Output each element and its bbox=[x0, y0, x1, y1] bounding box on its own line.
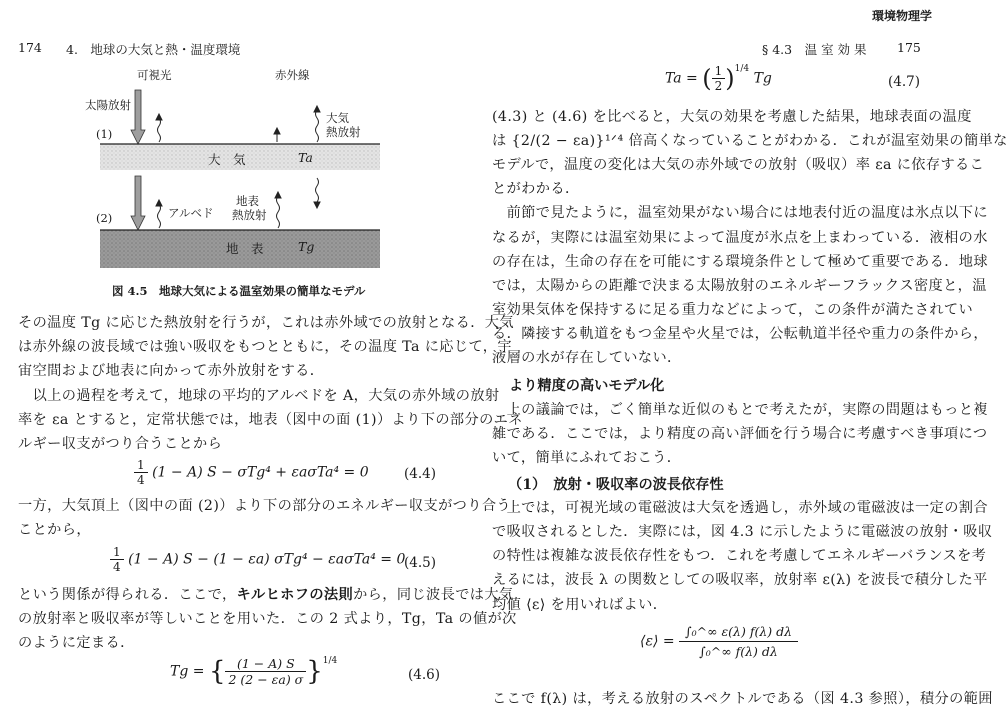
label-solar: 太陽放射 bbox=[85, 98, 131, 112]
eq47-lhs: Ta = bbox=[665, 70, 698, 87]
eq44-body: (1 − A) S − σTg⁴ + εaσTa⁴ = 0 bbox=[152, 464, 369, 481]
left-line-9 bbox=[18, 586, 514, 604]
eqavg-lhs: ⟨ε⟩ = bbox=[640, 633, 675, 650]
eq44-num: 1 bbox=[134, 458, 148, 473]
right-page-number: 175 bbox=[897, 40, 921, 55]
figure-caption: 図 4.5 地球大気による温室効果の簡単なモデル bbox=[112, 284, 366, 298]
wave-arrow-albedo-bottom bbox=[158, 204, 161, 228]
label-infrared: 赤外線 bbox=[275, 68, 310, 82]
wave-arrow-ground-ir bbox=[277, 196, 280, 228]
eq46-den: 2 (2 − εa) σ bbox=[228, 672, 304, 687]
equation-4-4 bbox=[134, 458, 369, 487]
kirchhoff-pre: という関係が得られる．ここで， bbox=[18, 587, 237, 603]
eq47-num: 1 bbox=[712, 64, 726, 79]
right-line-6: なるが，実際には温室効果によって温度が氷点を上まわっている．液相の水 bbox=[492, 230, 988, 246]
right-line-18: えるには，波長 λ の関数としての吸収率，放射率 ε(λ) を波長で積分した平 bbox=[492, 572, 988, 588]
label-atm-emission-1: 大気 bbox=[326, 111, 349, 125]
heading-wavelength-dependence: （1） 放射・吸収率の波長依存性 bbox=[508, 477, 724, 493]
label-ground-emission-1: 地表 bbox=[236, 194, 259, 208]
left-page-number: 174 bbox=[18, 40, 42, 55]
equation-average-emissivity bbox=[640, 624, 798, 659]
right-line-4: とがわかる． bbox=[492, 181, 580, 197]
right-line-17: の特性は複雑な波長依存性をもつ．これを考慮してエネルギーバランスを考 bbox=[492, 548, 987, 564]
eqavg-den: ∫₀^∞ f(λ) dλ bbox=[699, 644, 778, 659]
top-tag: 環境物理学 bbox=[872, 9, 933, 23]
solar-arrow-bottom bbox=[131, 176, 145, 230]
eq47-tail: Tg bbox=[753, 70, 772, 87]
label-ground-emission-2: 熱放射 bbox=[232, 208, 267, 222]
right-line-2: は {2/(2 − εa)}¹ᐟ⁴ 倍高くなっていることがわかる．これが温室効果の簡単な bbox=[492, 133, 1008, 149]
label-ground-symbol: Tg bbox=[298, 239, 315, 254]
right-line-10: る．隣接する軌道をもつ金星や火星では，公転軌道半径や重力の条件から， bbox=[492, 326, 988, 342]
right-line-7: の存在は，生命の存在を可能にする環境条件として極めて重要である．地球 bbox=[492, 254, 988, 270]
eq44-den: 4 bbox=[137, 473, 145, 487]
right-line-14: いて，簡単にふれておこう． bbox=[492, 450, 682, 466]
right-line-20: ここで f(λ) は，考える放射のスペクトルである（図 4.3 参照），積分の範囲 bbox=[492, 691, 993, 707]
left-line-3: 宙空間および地表に向かって赤外放射をする． bbox=[18, 363, 325, 379]
wave-arrow-albedo-top bbox=[158, 118, 161, 142]
label-atm-emission-2: 熱放射 bbox=[326, 125, 361, 139]
equation-4-7-label: (4.7) bbox=[888, 74, 921, 90]
equation-4-7: Ta = ( $\frac{1}{2}$ )$^{1/4}$ Tg bbox=[665, 64, 772, 93]
wave-arrow-atm-down bbox=[316, 178, 319, 202]
label-atmosphere-symbol: Ta bbox=[298, 150, 313, 165]
equation-4-5-label: (4.5) bbox=[404, 555, 437, 571]
left-line-1: その温度 Tg に応じた熱放射を行うが，これは赤外域での放射となる．大気 bbox=[18, 315, 514, 331]
left-line-2: は赤外線の波長域では強い吸収をもつとともに，その温度 Ta に応じて，宇 bbox=[18, 339, 512, 355]
right-line-12: 上の議論では，ごく簡単な近似のもとで考えたが，実際の問題はもっと複 bbox=[492, 402, 988, 418]
eqavg-num: ∫₀^∞ ε(λ) f(λ) dλ bbox=[679, 624, 798, 642]
right-line-16: で吸収されるとした．実際には，図 4.3 に示したように電磁波の放射・吸収 bbox=[492, 524, 993, 540]
equation-4-4-label: (4.4) bbox=[404, 466, 437, 482]
label-visible: 可視光 bbox=[137, 68, 172, 82]
eq46-num: (1 − A) S bbox=[225, 656, 306, 672]
label-surface-1: (2) bbox=[96, 211, 113, 225]
wave-arrow-atm-emission bbox=[316, 110, 319, 142]
right-line-8: では，太陽からの距離で決まる太陽放射のエネルギーフラックス密度と，温 bbox=[492, 278, 987, 294]
left-line-7: 一方，大気頂上（図中の面 (2)）より下の部分のエネルギー収支がつり合う bbox=[18, 498, 512, 514]
label-ground: 地 表 bbox=[226, 241, 264, 256]
right-line-19: 均値 ⟨ε⟩ を用いればよい． bbox=[492, 597, 668, 613]
right-section-title: § 4.3 温 室 効 果 bbox=[762, 42, 867, 57]
left-chapter-title: 4. 地球の大気と熱・温度環境 bbox=[66, 42, 241, 57]
eq45-den: 4 bbox=[113, 560, 121, 574]
right-line-1: (4.3) と (4.6) を比べると，大気の効果を考慮した結果，地球表面の温度 bbox=[492, 109, 972, 125]
label-surface-2: (1) bbox=[96, 127, 113, 141]
equation-4-5 bbox=[110, 545, 405, 574]
label-atmosphere: 大 気 bbox=[208, 152, 246, 167]
kirchhoff-post: から，同じ波長では大気 bbox=[353, 587, 514, 603]
heading-refined-model: より精度の高いモデル化 bbox=[509, 378, 665, 394]
label-albedo: アルベド bbox=[168, 206, 214, 220]
eq47-den: 2 bbox=[714, 79, 723, 93]
eq46-lhs: Tg = bbox=[170, 663, 205, 680]
right-line-3: モデルで，温度の変化は大気の赤外域での放射（吸収）率 εa に依存するこ bbox=[492, 157, 985, 173]
left-line-11: のように定まる． bbox=[18, 635, 135, 651]
kirchhoff-law: キルヒホフの法則 bbox=[236, 587, 354, 603]
equation-4-6-label: (4.6) bbox=[408, 667, 441, 683]
left-line-5: 率を εa とすると，定常状態では，地表（図中の面 (1)）より下の部分のエネ bbox=[18, 412, 523, 428]
right-line-13: 雑である．ここでは，より精度の高い評価を行う場合に考慮すべき事項につ bbox=[492, 426, 988, 442]
left-line-6: ルギー収支がつり合うことから bbox=[18, 436, 223, 452]
right-line-11: 液層の水が存在していない． bbox=[492, 350, 682, 366]
right-line-9: 室効果気体を保持するに足る重力などによって，この条件が満たされてい bbox=[492, 302, 974, 318]
eq46-exp: 1/4 bbox=[322, 656, 338, 666]
left-line-10: の放射率と吸収率が等しいことを用いた．この 2 式より，Tg，Ta の値が次 bbox=[18, 611, 517, 627]
right-line-5: 前節で見たように，温室効果がない場合には地表付近の温度は氷点以下に bbox=[492, 205, 988, 221]
eq47-exp: 1/4 bbox=[734, 64, 750, 74]
eq45-num: 1 bbox=[110, 545, 124, 560]
solar-arrow-top bbox=[131, 90, 145, 144]
eq45-body: (1 − A) S − (1 − εa) σTg⁴ − εaσTa⁴ = 0 bbox=[128, 551, 406, 568]
right-line-15: 上では，可視光域の電磁波は大気を透過し，赤外域の電磁波は一定の割合 bbox=[492, 500, 988, 516]
left-line-4: 以上の過程を考えて，地球の平均的アルベドを A，大気の赤外域の放射 bbox=[18, 388, 500, 404]
left-line-8: ことから， bbox=[18, 522, 91, 538]
equation-4-6: Tg = { $\frac{(1 - A) S}{2 (2 - \varepsilon a) \sigma}$ }$^{1/4}$ bbox=[170, 656, 338, 687]
